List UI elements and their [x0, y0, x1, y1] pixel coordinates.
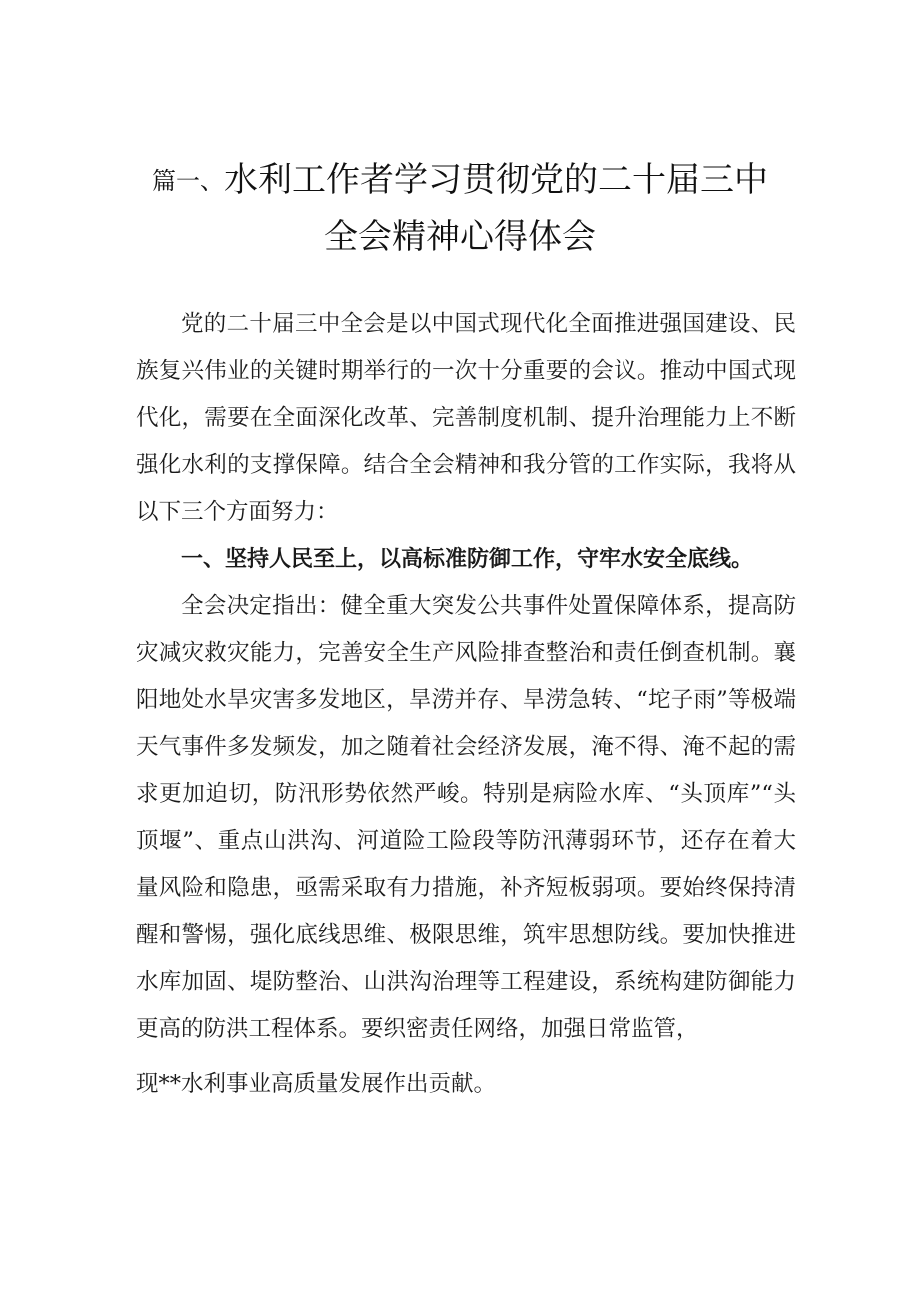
section-paragraph-1: 全会决定指出：健全重大突发公共事件处置保障体系，提高防灾减灾救灾能力，完善安全生产风险排查整治和责任倒查机制。襄阳地处水旱灾害多发地区，旱涝并存、旱涝急转、“坨子雨”等极端天气事件多发频发，加之随着社会经济发展，淹不得、淹不起的需求更加迫切，防汛形势依然严峻。特别是病险水库、“头顶库”“头顶堰”、重点山洪沟、河道险工险段等防汛薄弱环节，还存在着大量风险和隐患，亟需采取有力措施，补齐短板弱项。要始终保持清醒和警惕，强化底线思维、极限思维，筑牢思想防线。要加快推进水库加固、堤防整治、山洪沟治理等工程建设，系统构建防御能力更高的防洪工程体系。要织密责任网络，加强日常监管，: [136, 593, 796, 1042]
title-prefix: 篇一、: [152, 167, 224, 195]
closing-line: 现**水利事业高质量发展作出贡献。: [136, 1071, 497, 1097]
title-line-1: [0, 152, 920, 209]
title-line-2: 全会精神心得体会: [324, 217, 596, 257]
intro-paragraph: 党的二十届三中全会是以中国式现代化全面推进强国建设、民族复兴伟业的关键时期举行的一次十分重要的会议。推动中国式现代化，需要在全面深化改革、完善制度机制、提升治理能力上不断强化水利的支撑保障。结合全会精神和我分管的工作实际，我将从以下三个方面努力：: [136, 311, 796, 525]
title-main: 水利工作者学习贯彻党的二十届三中: [224, 160, 768, 200]
section-heading-1: 一、坚持人民至上，以高标准防御工作，守牢水安全底线。: [181, 547, 754, 572]
document-body: [136, 301, 796, 1108]
document-title: [0, 152, 920, 265]
